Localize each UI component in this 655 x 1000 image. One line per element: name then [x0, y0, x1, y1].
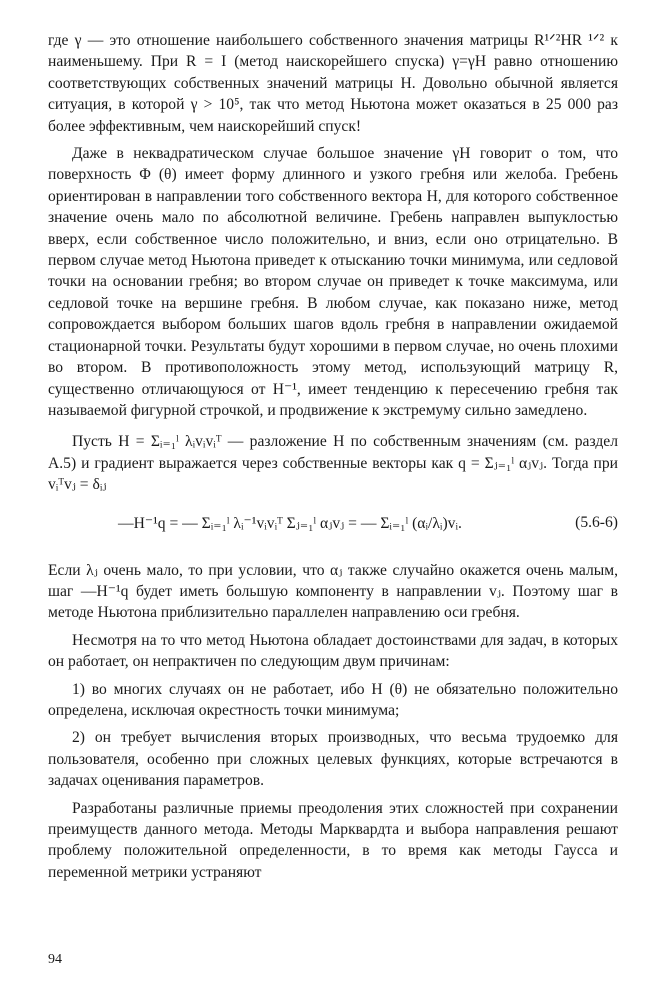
paragraph-gamma-ratio: где γ — это отношение наибольшего собственного значения матрицы R¹ᐟ²HR ¹ᐟ² к наименьшему. При R = I (метод наискорейшего спуска) γ=γH равно отношению соответствующих собственных значений матрицы H. Довольно обычной является ситуация, в которой γ > 10⁵, так что метод Ньютона может оказаться в 25 000 раз более эффективным, чем наискорейший спуск! — [48, 32, 618, 135]
page-body — [48, 30, 618, 883]
paragraph-newton-impractical: Несмотря на то что метод Ньютона обладает достоинствами для задач, в которых он работает, он непрактичен по следующим двум причинам: — [48, 631, 618, 671]
equation-expression: —H⁻¹q = — Σᵢ₌₁ˡ λᵢ⁻¹vᵢvᵢᵀ Σⱼ₌₁ˡ αⱼvⱼ = — Σᵢ₌₁ˡ (αᵢ/λᵢ)vᵢ. — [118, 514, 462, 532]
paragraph-eigen-decomposition: Пусть H = Σᵢ₌₁ˡ λᵢvᵢvᵢᵀ — разложение H по собственным значениям (см. раздел А.5) и градиент выражается через собственные векторы как q = Σⱼ₌₁ˡ αⱼvⱼ. Тогда при vᵢᵀvⱼ = δᵢⱼ — [48, 433, 618, 494]
list-item-reason-1: 1) во многих случаях он не работает, ибо H (θ) не обязательно положительно определена, исключая окрестность точки минимума; — [48, 680, 618, 719]
list-item-reason-2: 2) он требует вычисления вторых производных, что весьма трудоемко для пользователя, особенно при сложных целевых функциях, которые встречаются в задачах оценивания параметров. — [48, 729, 618, 790]
equation-number: (5.6-6) — [575, 513, 618, 531]
paragraph-methods-overview: Разработаны различные приемы преодоления этих сложностей при сохранении преимуществ данного метода. Методы Марквардта и выбора направления решают проблему положительной определенности, в то время как методы Гаусса и переменной метрики устраняют — [48, 799, 618, 881]
equation-block — [48, 506, 618, 546]
page-number: 94 — [48, 952, 62, 967]
paragraph-small-eigenvalue: Если λⱼ очень мало, то при условии, что αⱼ также случайно окажется очень малым, шаг —H⁻¹q будет иметь большую компоненту в направлении vⱼ. Поэтому шаг в методе Ньютона приблизительно параллелен направлению оси гребня. — [48, 561, 618, 622]
paragraph-ridge-surface: Даже в неквадратическом случае большое значение γH говорит о том, что поверхность Φ (θ) имеет форму длинного и узкого гребня или желоба. Гребень ориентирован в направлении того собственного вектора H, для которого собственное значение очень мало по абсолютной величине. Гребень направлен выпуклостью вверх, если собственное число положительно, и вниз, если оно отрицательно. В первом случае метод Ньютона приведет к отысканию точки минимума, или седловой точки на основании гребня; во втором случае он приведет к точке максимума, или седловой точке на вершине гребня. В любом случае, как показано ниже, метод сопровождается выбором больших шагов вдоль гребня в направлении ожидаемой стационарной точки. Результаты будут хорошими в первом случае, но очень плохими во втором. В противоположность этому метод, использующий матрицу R, существенно отличающуюся от H⁻¹, имеет тенденцию к пересечению гребня так называемой фигурной строчкой, и продвижение к экстремуму сильно замедлено. — [48, 145, 618, 419]
